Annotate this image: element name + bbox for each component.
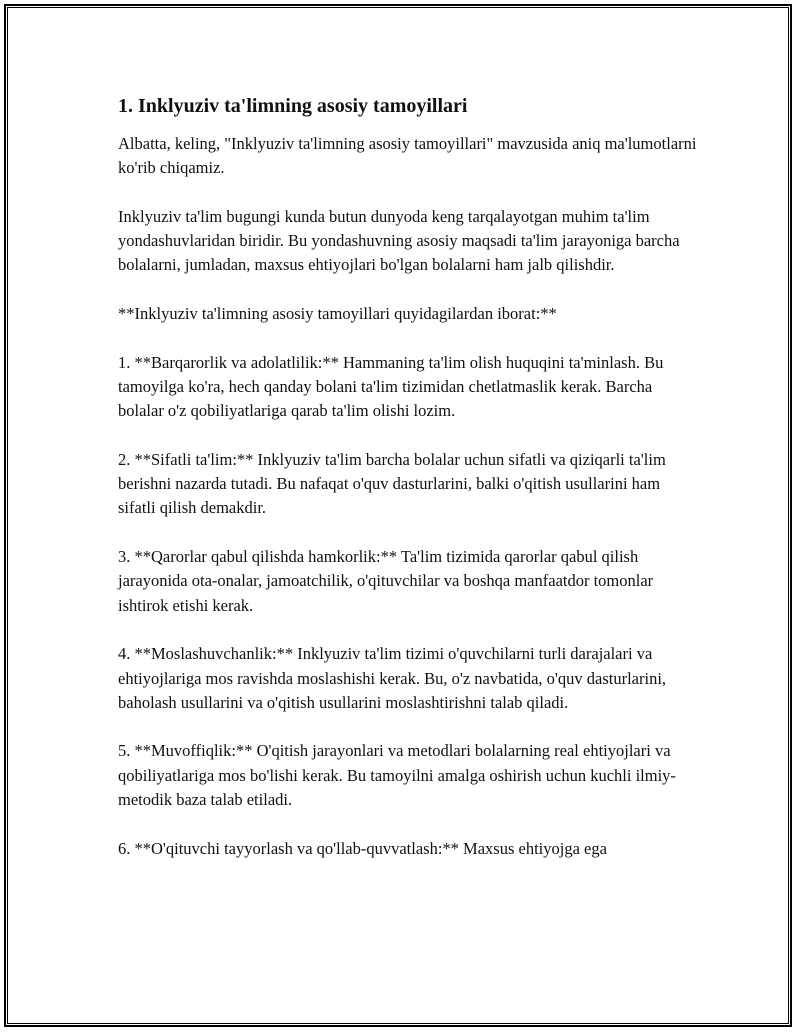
document-title: 1. Inklyuziv ta'limning asosiy tamoyillari (118, 95, 468, 117)
list-item-principle-4: 4. **Moslashuvchanlik:** Inklyuziv ta'lim tizimi o'quvchilarni turli darajalari va ehtiyojlariga mos ravishda moslashishi kerak. Bu, o'z navbatida, o'quv dasturlarini, baholash usullarini va o'qitish usullarini moslashtirishni talab qiladi. (118, 644, 667, 712)
paragraph-intro: Albatta, keling, "Inklyuziv ta'limning asosiy tamoyillari" mavzusida aniq ma'lumotlarni ko'rib chiqamiz. (118, 134, 697, 178)
paragraph-definition: Inklyuziv ta'lim bugungi kunda butun dunyoda keng tarqalayotgan muhim ta'lim yondashuvlaridan biridir. Bu yondashuvning asosiy maqsadi ta'lim jarayoniga barcha bolalarni, jumladan, maxsus ehtiyojlari bo'lgan bolalarni ham jalb qilishdir. (118, 206, 680, 275)
paragraph-principles-heading: **Inklyuziv ta'limning asosiy tamoyillari quyidagilardan iborat:** (118, 304, 557, 324)
list-item-principle-6: 6. **O'qituvchi tayyorlash va qo'llab-quvvatlash:** Maxsus ehtiyojga ega (118, 838, 607, 858)
list-item-principle-2: 2. **Sifatli ta'lim:** Inklyuziv ta'lim barcha bolalar uchun sifatli va qiziqarli ta'lim berishni nazarda tutadi. Bu nafaqat o'quv dasturlarini, balki o'qitish usullarini ham sifatli qilish demakdir. (118, 449, 666, 518)
document-body (118, 92, 698, 885)
list-item-principle-3: 3. **Qarorlar qabul qilishda hamkorlik:** Ta'lim tizimida qarorlar qabul qilish jarayonida ota-onalar, jamoatchilik, o'qituvchilar va boshqa manfaatdor tomonlar ishtirok etishi kerak. (118, 547, 654, 615)
list-item-principle-5: 5. **Muvoffiqlik:** O'qitish jarayonlari va metodlari bolalarning real ehtiyojlari va qobiliyatlariga mos bo'lishi kerak. Bu tamoyilni amalga oshirish uchun kuchli ilmiy-metodik baza talab etiladi. (118, 741, 676, 810)
list-item-principle-1: 1. **Barqarorlik va adolatlilik:** Hammaning ta'lim olish huquqini ta'minlash. Bu tamoyilga ko'ra, hech qanday bolani ta'lim tizimidan chetlatmaslik kerak. Barcha bolalar o'z qobiliyatlariga qarab ta'lim olishi lozim. (118, 352, 664, 421)
